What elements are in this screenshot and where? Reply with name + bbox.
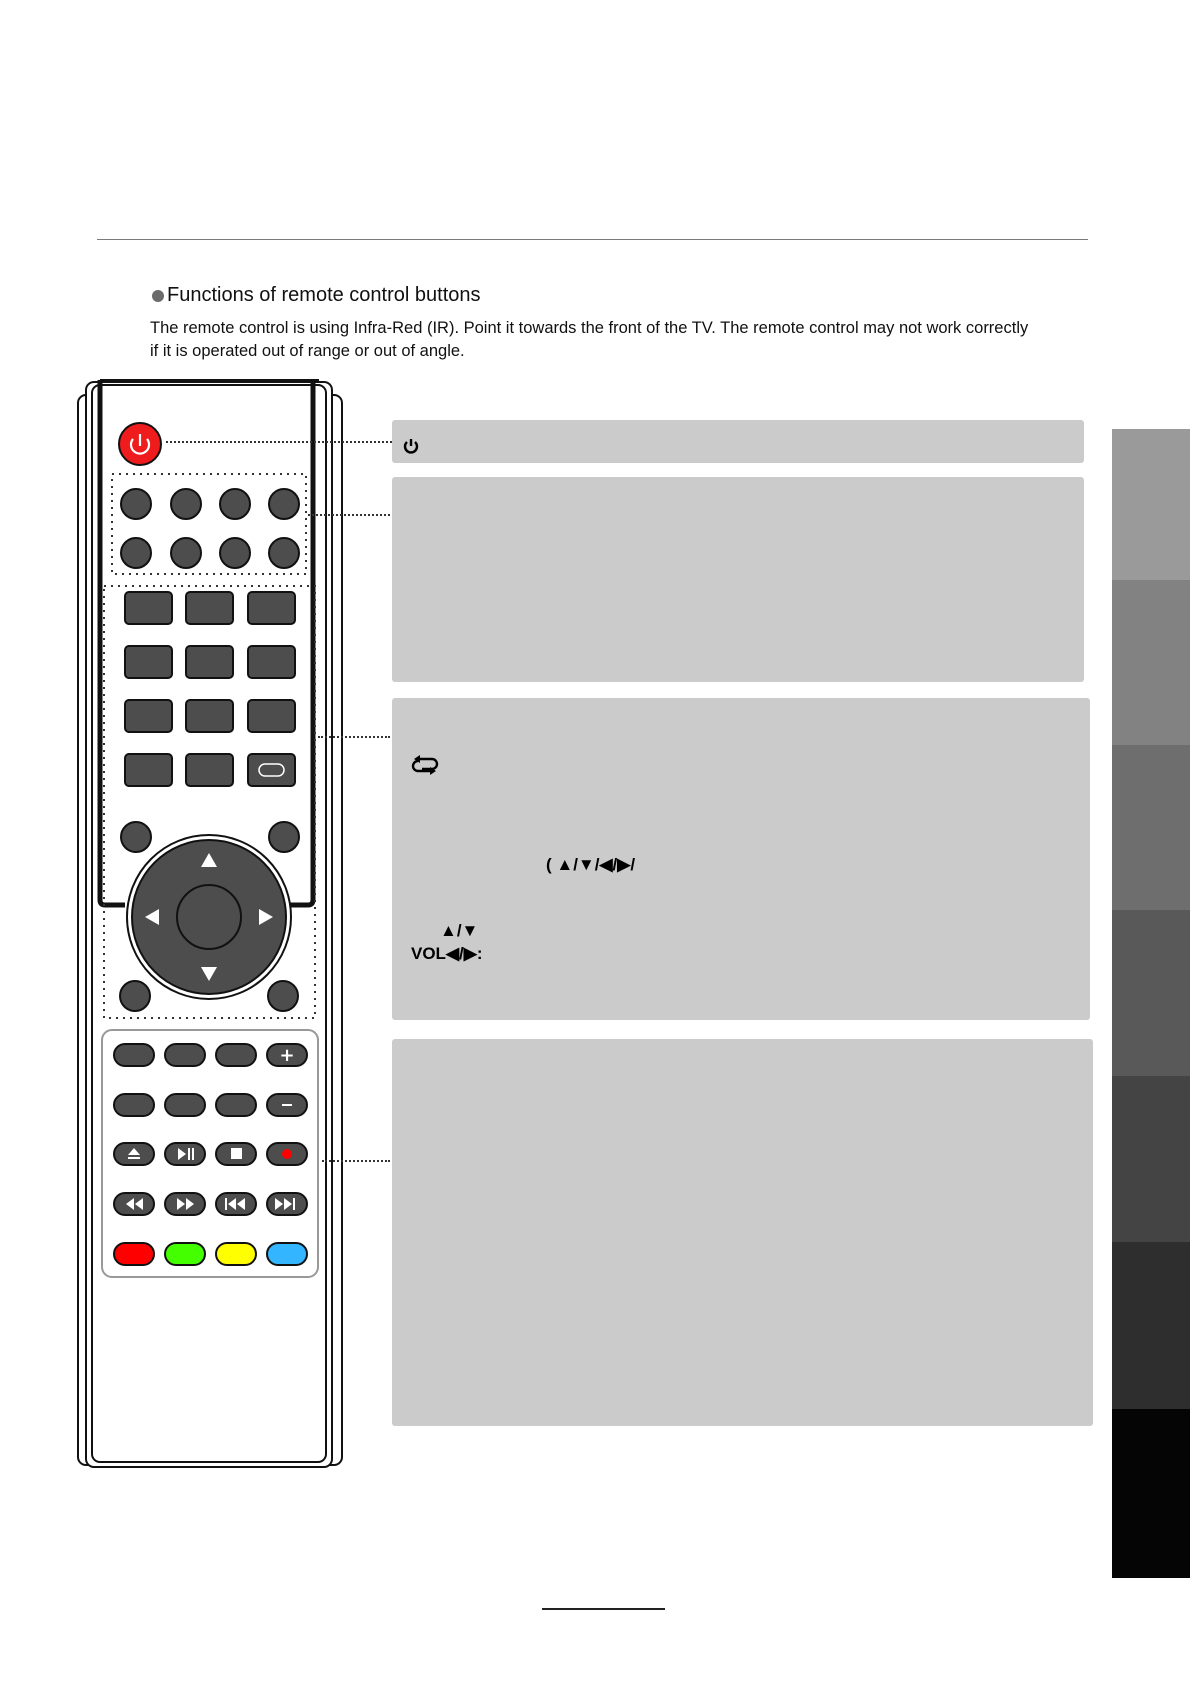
side-tab-6 bbox=[1112, 1242, 1190, 1410]
panel-function-keys bbox=[392, 477, 1084, 682]
power-icon bbox=[402, 437, 420, 455]
green-key bbox=[165, 1243, 205, 1265]
side-tab-2 bbox=[1112, 580, 1190, 746]
red-key bbox=[114, 1243, 154, 1265]
play-pause-glyph bbox=[192, 1148, 194, 1160]
blue-key bbox=[267, 1243, 307, 1265]
plus-glyph: + bbox=[279, 1045, 295, 1066]
next-glyph bbox=[293, 1198, 295, 1210]
section-heading-text: Functions of remote control buttons bbox=[167, 284, 481, 306]
leader-function bbox=[308, 514, 390, 516]
leader-media bbox=[322, 1160, 390, 1162]
yellow-key bbox=[216, 1243, 256, 1265]
panel-power bbox=[392, 420, 1084, 463]
side-tab-1 bbox=[1112, 429, 1190, 581]
panel-media bbox=[392, 1039, 1093, 1426]
side-tab-4 bbox=[1112, 910, 1190, 1077]
minus-glyph bbox=[282, 1104, 292, 1106]
record-glyph bbox=[282, 1149, 292, 1159]
nav-arrows-label: ( ▲/▼/◀/▶/ bbox=[546, 855, 636, 874]
footer-rule bbox=[542, 1608, 665, 1610]
panel-navigation bbox=[392, 698, 1090, 1020]
eject-glyph bbox=[128, 1157, 140, 1159]
vol-label: VOL◀/▶: bbox=[411, 944, 483, 963]
side-tab-3 bbox=[1112, 745, 1190, 911]
stop-glyph bbox=[231, 1148, 242, 1159]
leader-power bbox=[166, 441, 392, 443]
leader-numpad bbox=[318, 736, 390, 738]
remote-control-illustration bbox=[0, 0, 360, 1500]
side-tab-5 bbox=[1112, 1076, 1190, 1243]
ok-button bbox=[177, 885, 241, 949]
intro-paragraph: The remote control is using Infra-Red (IR). Point it towards the front of the TV. The remote control may not work correctly if it is operated out of range or out of angle. bbox=[150, 319, 1029, 360]
return-icon bbox=[410, 753, 440, 777]
side-tab-7 bbox=[1112, 1409, 1190, 1578]
ch-arrows-label: ▲/▼ bbox=[440, 921, 479, 940]
